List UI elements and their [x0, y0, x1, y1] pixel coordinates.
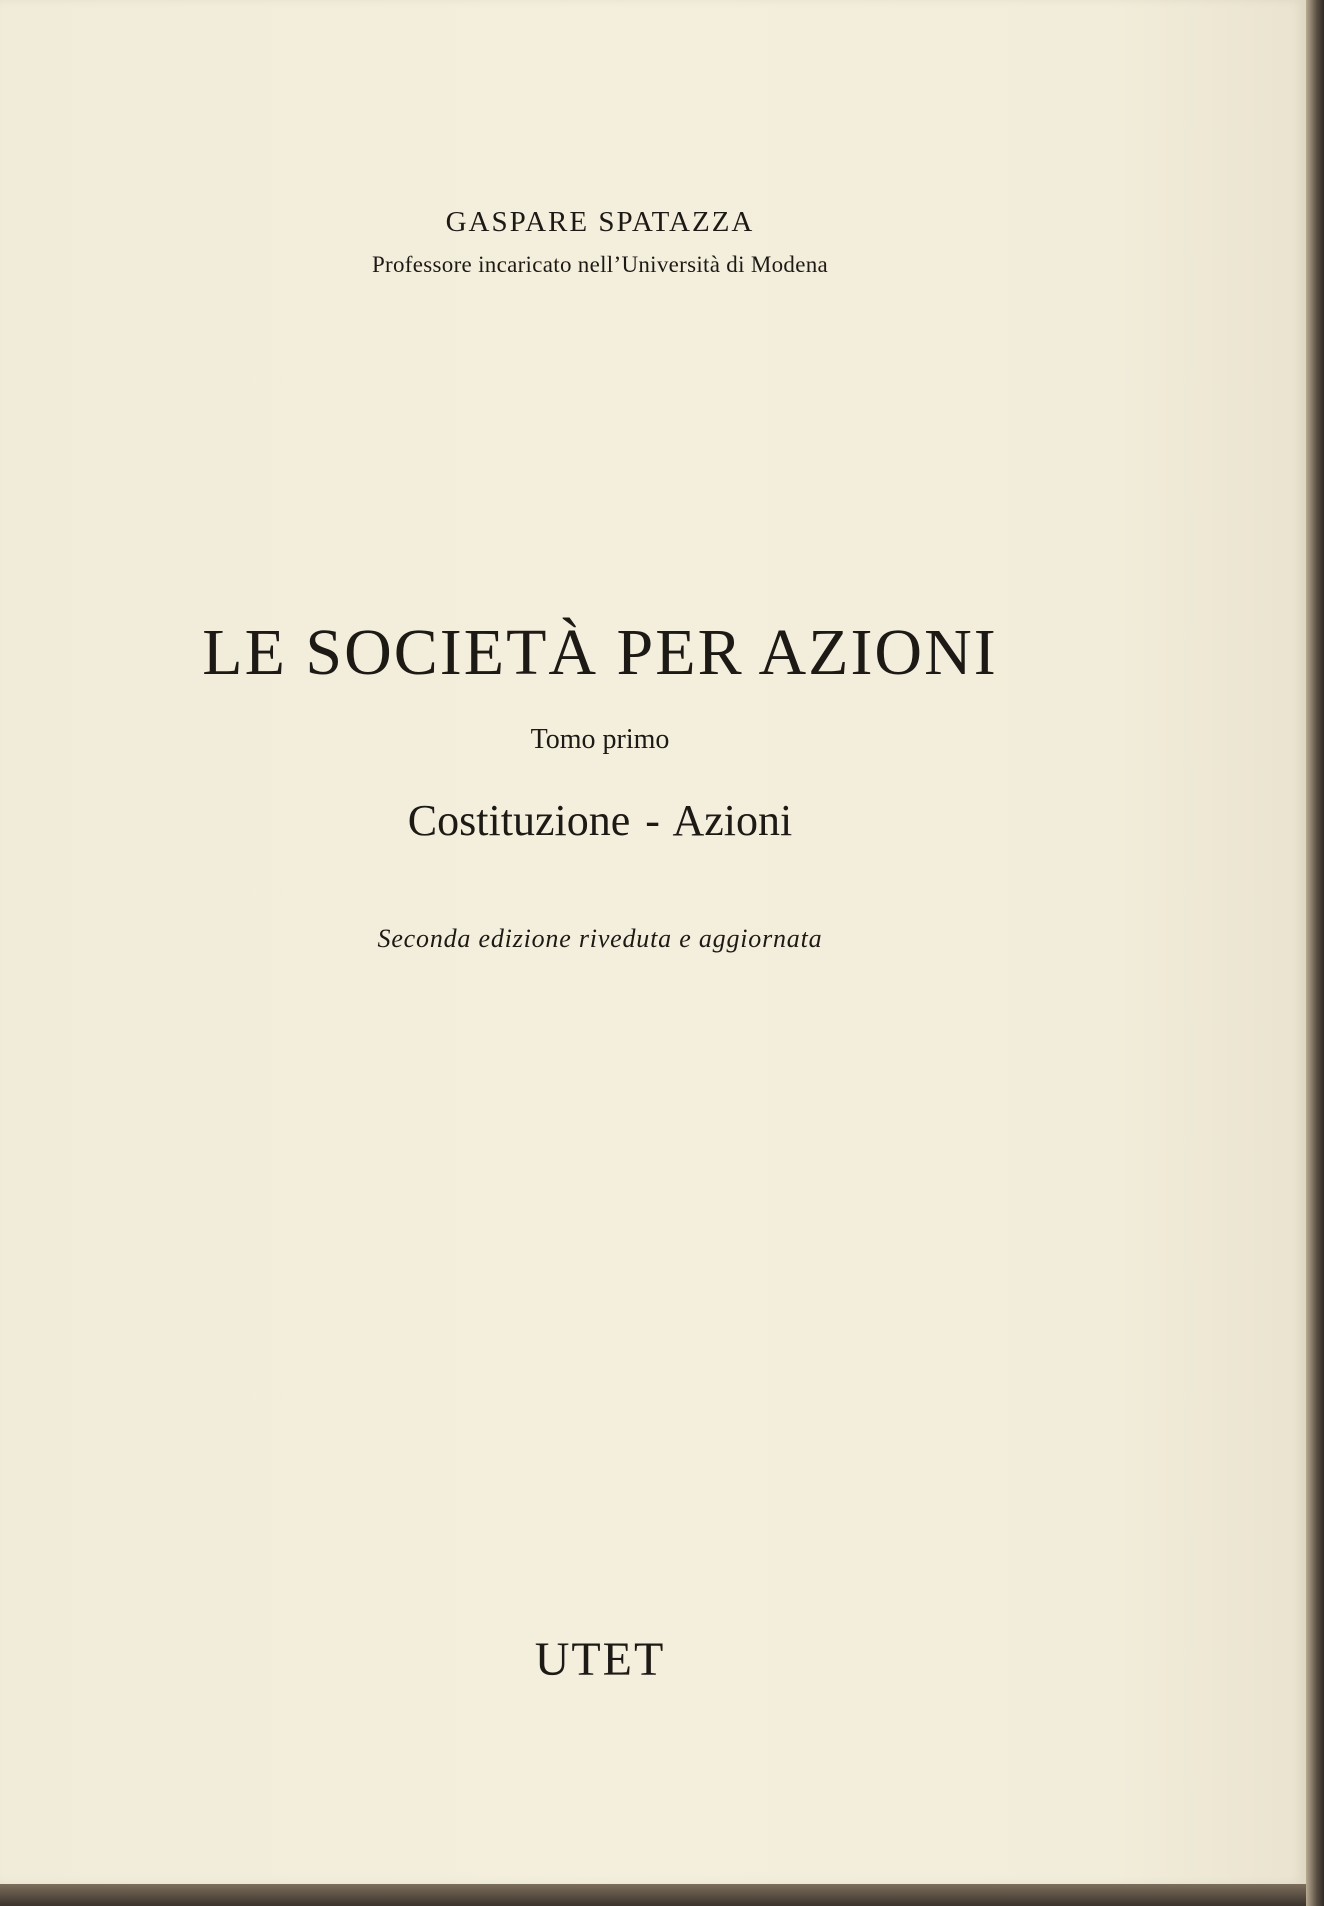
book-subtitle: Costituzione - Azioni	[407, 796, 793, 845]
page-edge-bottom	[0, 1884, 1306, 1906]
author-name: GASPARE SPATAZZA	[445, 206, 755, 238]
volume-label: Tomo primo	[530, 724, 670, 755]
author-affiliation: Professore incaricato nell’Università di Modena	[371, 252, 829, 277]
page-edge-right	[1306, 0, 1324, 1906]
book-title: LE SOCIETÀ PER AZIONI	[202, 616, 998, 689]
edition-note: Seconda edizione riveduta e aggiornata	[377, 924, 823, 953]
publisher-name: UTET	[534, 1633, 666, 1686]
